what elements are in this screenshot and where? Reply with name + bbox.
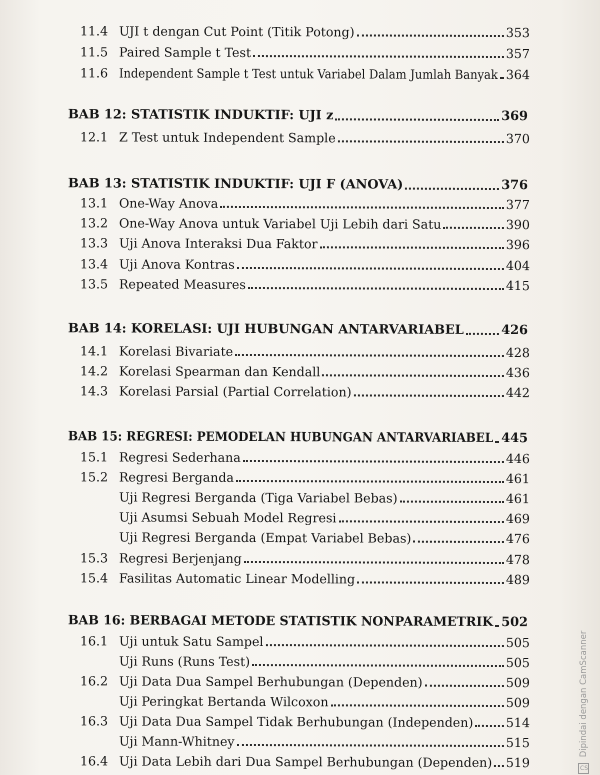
toc-entry-number: 15.3 — [79, 550, 109, 566]
toc-chapter-row[interactable] — [0, 175, 600, 195]
toc-entry-row[interactable] — [0, 712, 600, 732]
toc-entry-title: Regresi Berjenjang — [118, 550, 242, 566]
toc-leader-dots — [248, 287, 504, 290]
toc-entry-title: Uji Regresi Berganda (Tiga Variabel Bebas) — [118, 489, 398, 506]
toc-chapter-title: BAB 14: KORELASI: UJI HUBUNGAN ANTARVARIABEL — [67, 321, 464, 338]
toc-leader-dots — [235, 354, 504, 357]
scanner-watermark — [578, 630, 594, 774]
toc-entry-title: Korelasi Parsial (Partial Correlation) — [118, 383, 352, 400]
toc-leader-dots — [220, 206, 504, 209]
toc-leader-dots — [330, 704, 503, 707]
toc-leader-dots — [322, 374, 504, 377]
toc-page-number: 353 — [505, 25, 530, 41]
toc-leader-dots — [494, 765, 504, 767]
toc-entry-number: 11.6 — [79, 65, 109, 81]
toc-entry-number: 16.1 — [79, 633, 109, 649]
toc-page-number: 509 — [505, 695, 530, 711]
toc-entry-row[interactable] — [0, 214, 600, 234]
toc-entry-number: 13.2 — [79, 215, 109, 231]
toc-entry-number: 16.2 — [79, 673, 109, 689]
toc-page-number: 446 — [505, 451, 530, 467]
toc-page-number: 505 — [505, 635, 530, 651]
toc-chapter-row[interactable] — [0, 612, 600, 632]
toc-page-number: 478 — [505, 552, 530, 568]
toc-entry-row[interactable] — [0, 549, 600, 569]
toc-page-number: 515 — [505, 735, 530, 751]
toc-leader-dots — [500, 77, 504, 79]
toc-entry-title: One-Way Anova untuk Variabel Uji Lebih dari Satu — [118, 215, 442, 232]
toc-page-number: 376 — [501, 178, 528, 194]
toc-entry-number: 12.1 — [79, 129, 109, 145]
toc-entry-number: 14.1 — [79, 343, 109, 359]
toc-entry-row[interactable] — [0, 275, 600, 295]
toc-entry-number: 13.4 — [79, 256, 109, 272]
toc-entry-number: 15.1 — [79, 449, 109, 465]
toc-entry-row[interactable] — [0, 488, 600, 508]
toc-entry-row[interactable] — [0, 632, 600, 652]
toc-entry-number: 13.1 — [79, 195, 109, 211]
toc-leader-dots — [265, 644, 503, 647]
toc-entry-row[interactable] — [0, 362, 600, 382]
toc-entry-title: Fasilitas Automatic Linear Modelling — [118, 570, 356, 587]
toc-entry-row[interactable] — [0, 234, 600, 254]
toc-leader-dots — [320, 246, 504, 249]
toc-chapter-row[interactable] — [0, 320, 600, 340]
toc-entry-title: Korelasi Spearman dan Kendall — [118, 363, 321, 380]
toc-leader-dots — [338, 140, 504, 143]
toc-entry-row[interactable] — [0, 194, 600, 214]
toc-entry-number: 13.3 — [79, 235, 109, 251]
toc-entry-number: 16.3 — [79, 713, 109, 729]
toc-leader-dots — [243, 460, 504, 463]
toc-leader-dots — [495, 441, 499, 443]
toc-entry-title: Uji Data Dua Sampel Tidak Berhubungan (Independen) — [118, 713, 474, 730]
toc-entry-title: Uji Runs (Runs Test) — [118, 653, 251, 670]
toc-entry-title: UJI t dengan Cut Point (Titik Potong) — [118, 23, 355, 40]
toc-chapter-title: BAB 13: STATISTIK INDUKTIF: UJI F (ANOVA) — [67, 176, 404, 193]
toc-entry-row[interactable] — [0, 732, 600, 752]
toc-chapter-title: BAB 12: STATISTIK INDUKTIF: UJI z — [67, 107, 334, 124]
toc-page-number: 489 — [505, 572, 530, 588]
toc-leader-dots — [466, 333, 500, 335]
scanner-watermark-text: Dipindai dengan CamScanner — [579, 630, 589, 758]
toc-page-number: 519 — [505, 755, 530, 771]
toc-page-number: 509 — [505, 675, 530, 691]
toc-entry-title: Uji Peringkat Bertanda Wilcoxon — [118, 693, 329, 710]
toc-entry-number: 14.2 — [79, 363, 109, 379]
toc-page-number: 370 — [505, 131, 530, 147]
toc-leader-dots — [237, 744, 504, 747]
toc-entry-title: Uji Asumsi Sebuah Model Regresi — [118, 509, 337, 526]
toc-entry-title: Korelasi Bivariate — [118, 343, 234, 359]
toc-page-number: 390 — [505, 217, 530, 233]
toc-leader-dots — [495, 625, 499, 627]
toc-page-number: 426 — [501, 323, 528, 339]
toc-entry-row[interactable] — [0, 448, 600, 468]
toc-page-number: 415 — [505, 278, 530, 294]
toc-entry-row[interactable] — [0, 508, 600, 528]
toc-leader-dots — [475, 725, 504, 727]
camscanner-logo-icon: CS — [579, 765, 588, 772]
toc-entry-title: Paired Sample t Test — [118, 44, 252, 61]
toc-page-number: 514 — [505, 715, 530, 731]
toc-entry-row[interactable] — [0, 468, 600, 488]
toc-leader-dots — [400, 501, 504, 503]
toc-entry-number: 15.4 — [79, 570, 109, 586]
toc-entry-number: 11.5 — [79, 44, 109, 60]
toc-entry-title: Uji Mann-Whitney — [118, 733, 235, 749]
toc-page-number: 377 — [505, 197, 530, 213]
toc-page-number: 442 — [505, 385, 530, 401]
toc-entry-title: Regresi Berganda — [118, 469, 234, 485]
toc-leader-dots — [335, 118, 499, 121]
toc-entry-row[interactable] — [0, 652, 600, 672]
toc-leader-dots — [357, 34, 504, 37]
toc-chapter-title: BAB 15: REGRESI: PEMODELAN HUBUNGAN ANTARVARIABEL — [67, 429, 494, 446]
toc-leader-dots — [357, 581, 504, 584]
toc-leader-dots — [253, 55, 504, 58]
toc-page-number: 461 — [505, 491, 530, 507]
toc-entry-number: 15.2 — [79, 469, 109, 485]
toc-page-number: 357 — [505, 46, 530, 62]
toc-entry-number: 13.5 — [79, 276, 109, 292]
toc-entry-row[interactable] — [0, 382, 600, 402]
toc-entry-row[interactable] — [0, 128, 600, 148]
toc-page-number: 428 — [505, 345, 530, 361]
toc-page-number: 502 — [501, 615, 528, 631]
toc-entry-number: 16.4 — [79, 753, 109, 769]
toc-entry-row[interactable] — [0, 752, 600, 772]
toc-entry-row[interactable] — [0, 528, 600, 548]
toc-entry-title: Uji Anova Kontras — [118, 256, 235, 272]
toc-leader-dots — [252, 664, 504, 667]
toc-chapter-row[interactable] — [0, 428, 600, 448]
toc-page-number: 469 — [505, 511, 530, 527]
toc-entry-row[interactable] — [0, 569, 600, 589]
toc-entry-title: Independent Sample t Test untuk Variabel Dalam Jumlah Banyak — [118, 65, 498, 82]
toc-leader-dots — [425, 685, 504, 687]
toc-page-number: 369 — [501, 109, 528, 125]
toc-leader-dots — [413, 541, 504, 543]
toc-entry-title: Regresi Sederhana — [118, 449, 241, 465]
toc-entry-title: One-Way Anova — [118, 195, 219, 211]
toc-leader-dots — [236, 480, 504, 483]
toc-page-number: 505 — [505, 655, 530, 671]
toc-entry-row[interactable] — [0, 255, 600, 275]
toc-chapter-row[interactable] — [0, 106, 600, 126]
toc-page-number: 404 — [505, 258, 530, 274]
toc-entry-title: Uji Data Dua Sampel Berhubungan (Dependen) — [118, 673, 423, 690]
toc-entry-row[interactable] — [0, 22, 600, 42]
toc-page-number: 396 — [505, 237, 530, 253]
toc-entry-row[interactable] — [0, 672, 600, 692]
toc-chapter-title: BAB 16: BERBAGAI METODE STATISTIK NONPARAMETRIK — [67, 613, 494, 630]
toc-entry-title: Uji Anova Interaksi Dua Faktor — [118, 235, 318, 252]
toc-page-number: 364 — [505, 67, 530, 83]
toc-page-number: 476 — [505, 531, 530, 547]
toc-entry-title: Uji untuk Satu Sampel — [118, 633, 264, 650]
toc-entry-title: Repeated Measures — [118, 276, 246, 292]
toc-leader-dots — [237, 267, 504, 270]
toc-entry-title: Uji Regresi Berganda (Empat Variabel Bebas) — [118, 529, 412, 546]
toc-entry-row[interactable] — [0, 43, 600, 63]
toc-leader-dots — [443, 227, 504, 229]
toc-entry-number: 14.3 — [79, 383, 109, 399]
toc-entry-row[interactable] — [0, 64, 600, 84]
toc-entry-title: Z Test untuk Independent Sample — [118, 129, 336, 146]
toc-leader-dots — [338, 520, 503, 523]
toc-entry-title: Uji Data Lebih dari Dua Sampel Berhubungan (Dependen) — [118, 753, 493, 770]
toc-page-number: 436 — [505, 365, 530, 381]
toc-page-number: 445 — [501, 431, 528, 447]
toc-leader-dots — [353, 394, 503, 397]
toc-entry-row[interactable] — [0, 342, 600, 362]
toc-page-number: 461 — [505, 471, 530, 487]
toc-entry-row[interactable] — [0, 692, 600, 712]
toc-leader-dots — [244, 561, 504, 564]
toc-leader-dots — [405, 188, 499, 190]
toc-entry-number: 11.4 — [79, 23, 109, 39]
